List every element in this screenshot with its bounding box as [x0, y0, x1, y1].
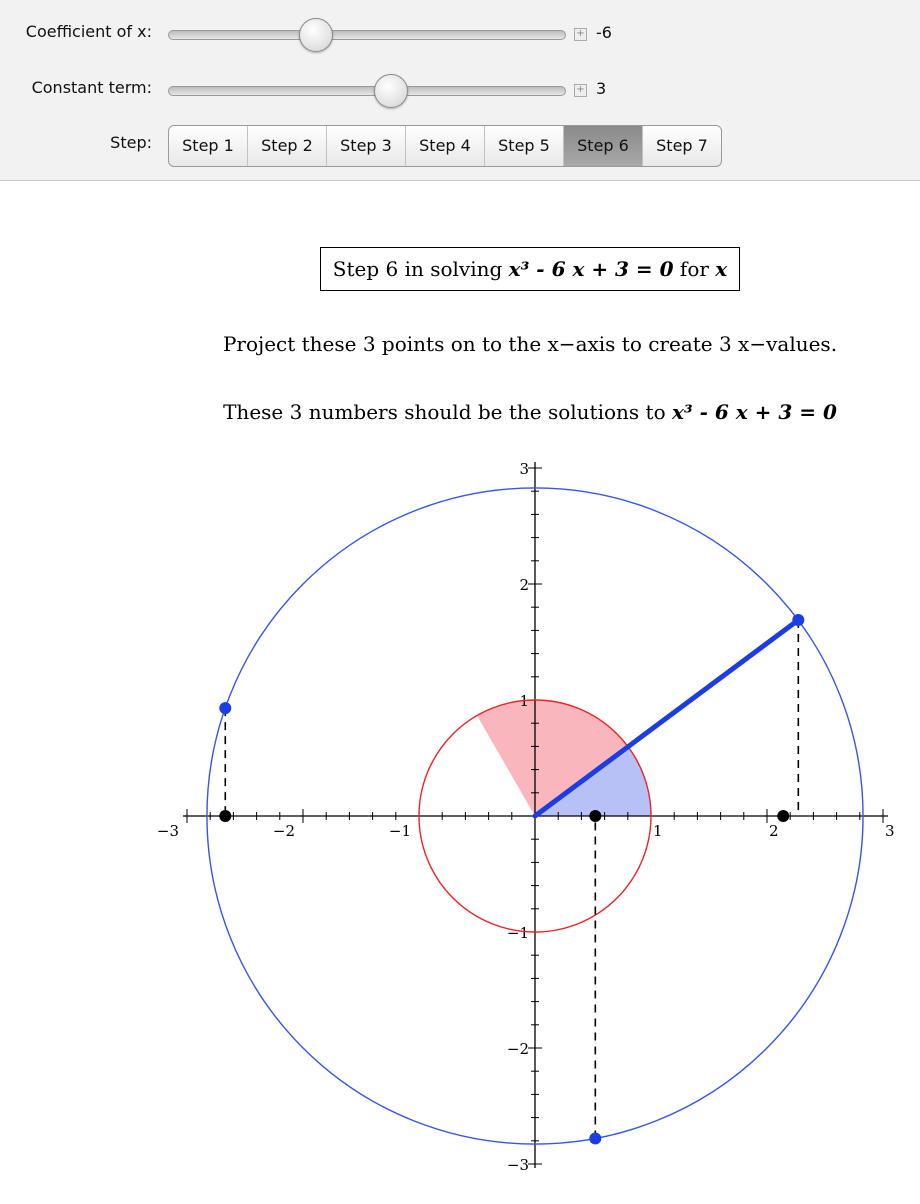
x-tick-label: 2	[769, 822, 779, 840]
instruction-text: Project these 3 points on to the x−axis to create 3 x−values.	[222, 332, 838, 356]
step-2-button[interactable]: Step 2	[248, 126, 327, 166]
y-tick-label: 3	[519, 460, 529, 478]
x-tick-label: 1	[653, 822, 663, 840]
coefficient-label: Coefficient of x:	[25, 22, 152, 41]
x-tick-label: −1	[388, 822, 411, 840]
step-3-button[interactable]: Step 3	[327, 126, 406, 166]
title-prefix: Step 6 in solving	[332, 257, 509, 281]
solutions-text: These 3 numbers should be the solutions to	[223, 400, 672, 424]
x-tick-label: 3	[885, 822, 895, 840]
step-7-button[interactable]: Step 7	[656, 136, 708, 155]
y-tick-label: −2	[506, 1040, 529, 1058]
root-point	[777, 810, 789, 822]
title-suffix: for	[673, 257, 716, 281]
step-1-button[interactable]: Step 1	[169, 126, 248, 166]
step-label: Step:	[110, 133, 152, 152]
y-tick-label: −1	[506, 924, 529, 942]
constant-expand-icon[interactable]: +	[574, 84, 587, 97]
y-tick-label: 1	[519, 692, 529, 710]
step-6-button[interactable]: Step 6	[564, 126, 643, 166]
title-variable: x	[715, 257, 728, 281]
step-5-button[interactable]: Step 5	[485, 126, 564, 166]
coefficient-value: -6	[596, 23, 612, 42]
circle-point	[792, 614, 804, 626]
root-point	[589, 810, 601, 822]
constant-value: 3	[596, 79, 607, 98]
circle-point	[219, 702, 231, 714]
x-tick-label: −2	[272, 822, 295, 840]
step-4-button[interactable]: Step 4	[406, 126, 485, 166]
constant-label: Constant term:	[31, 78, 152, 97]
root-point	[219, 810, 231, 822]
y-tick-label: −3	[506, 1156, 529, 1174]
title-equation: x³ - 6 x + 3 = 0	[508, 257, 674, 281]
y-tick-label: 2	[519, 576, 529, 594]
circle-point	[589, 1132, 601, 1144]
x-tick-label: −3	[156, 822, 179, 840]
coefficient-expand-icon[interactable]: +	[574, 28, 587, 41]
solutions-equation: x³ - 6 x + 3 = 0	[671, 400, 837, 424]
